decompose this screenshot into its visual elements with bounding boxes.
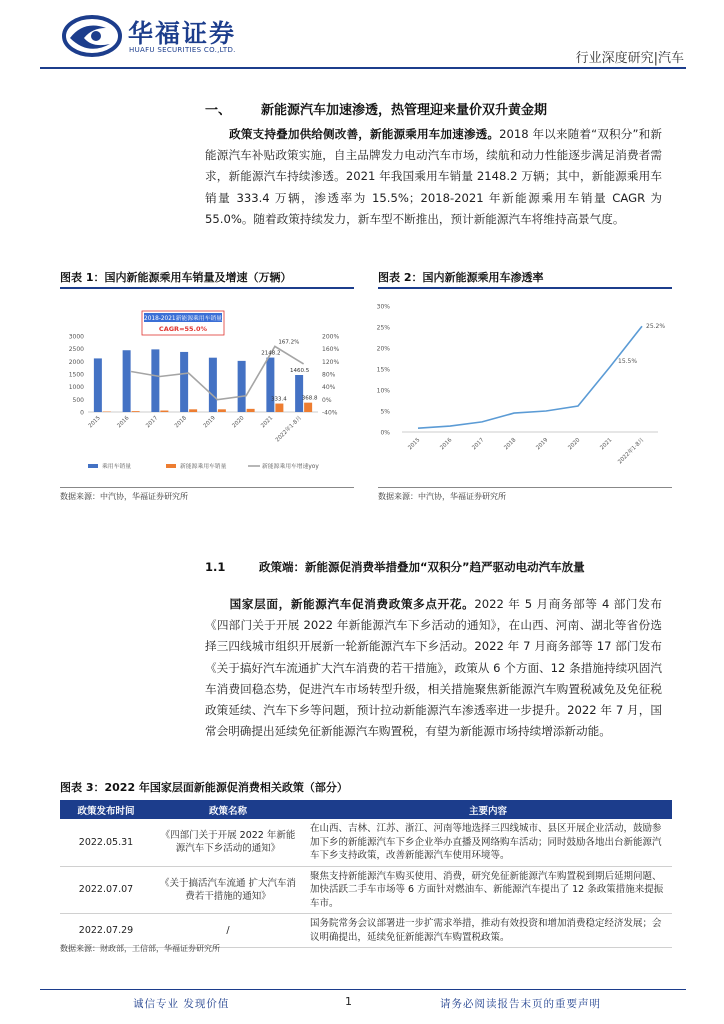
section-title: 新能源汽车加速渗透，热管理迎来量价双升黄金期: [261, 103, 548, 118]
table-cell-content: 在山西、吉林、江苏、浙江、河南等地选择三四线城市、县区开展企业活动，鼓励参加下乡的新能源汽车下乡企业举办直播及网络购车活动；同时鼓励各地出台新能源汽车下乡支持政策，改善新能源汽车使用环境等。: [304, 819, 672, 866]
data-label: 333.4: [271, 396, 287, 403]
figure3-title: 图表 3：2022 年国家层面新能源促消费相关政策（部分）: [60, 781, 348, 794]
bar-total: [151, 349, 159, 412]
table-header-name: 政策名称: [152, 800, 304, 819]
x-tick-label: 2017: [471, 437, 486, 452]
brand-name-cn: 华福证券: [128, 19, 237, 48]
bar-total: [238, 361, 246, 412]
table-cell-date: 2022.07.29: [60, 914, 152, 948]
legend-label: 新能源乘用车增速yoy: [262, 464, 319, 470]
x-tick-label: 2021: [599, 437, 614, 452]
bar-nev: [189, 409, 197, 412]
footer-rule: [40, 989, 686, 990]
policy-table: [60, 800, 672, 948]
series-line-penetration: [418, 326, 642, 428]
figure1-source: 数据来源：中汽协，华福证券研究所: [60, 492, 188, 501]
figure1-chart: [60, 296, 354, 482]
figure2-bottom-rule: [378, 487, 672, 488]
table-cell-name: /: [152, 914, 304, 948]
header-rule: [40, 67, 686, 69]
bar-nev: [160, 411, 168, 412]
y-tick-label: 5%: [380, 408, 390, 416]
y-tick-right: 120%: [322, 358, 340, 366]
section-heading: [205, 99, 547, 118]
page-header: [0, 0, 724, 70]
page-number: 1: [345, 995, 352, 1008]
bar-nev: [247, 409, 255, 412]
table-cell-name: 《关于搞活汽车流通 扩大汽车消费若干措施的通知》: [152, 866, 304, 914]
table-header-date: 政策发布时间: [60, 800, 152, 819]
subsection-heading: [205, 559, 585, 575]
x-tick-label: 2015: [407, 437, 422, 452]
subsection-number: 1.1: [205, 560, 226, 574]
y-tick-left: 2500: [68, 346, 84, 354]
huafu-logo-icon: [62, 14, 122, 58]
data-label: 2148.2: [261, 350, 281, 357]
figure2-source: 数据来源：中汽协，华福证券研究所: [378, 492, 506, 501]
section-paragraph: [205, 124, 662, 230]
bar-total: [295, 375, 303, 412]
figure2-chart: [368, 296, 672, 482]
y-tick-label: 25%: [376, 324, 390, 332]
x-tick-label: 2022年1-8月: [617, 437, 646, 466]
cagr-box-line2: CAGR=55.0%: [158, 325, 208, 333]
y-tick-right: 160%: [322, 346, 340, 354]
y-tick-left: 500: [72, 396, 84, 404]
y-tick-left: 2000: [68, 358, 84, 366]
figure1-rule: [60, 287, 354, 289]
table-header-row: [60, 800, 672, 819]
figure1-title: 图表 1：国内新能源乘用车销量及增速（万辆）: [60, 271, 292, 284]
bar-total: [180, 352, 188, 412]
section-number: 一、: [205, 103, 232, 118]
legend-swatch: [166, 464, 176, 468]
y-tick-right: 0%: [322, 396, 332, 404]
y-tick-label: 10%: [376, 387, 390, 395]
x-tick-label: 2019: [202, 415, 217, 430]
report-type: 行业深度研究|汽车: [575, 51, 684, 66]
data-label: 167.2%: [278, 339, 300, 346]
cagr-box-line1: 2018-2021新能源乘用车销量: [144, 316, 222, 322]
table-row: [60, 866, 672, 914]
y-tick-left: 0: [80, 409, 84, 417]
subsection-paragraph: [205, 594, 662, 742]
x-tick-label: 2020: [567, 437, 582, 452]
bar-nev: [275, 404, 283, 412]
x-tick-label: 2017: [145, 415, 160, 430]
paragraph-lead: 政策支持叠加供给侧改善，新能源乘用车加速渗透。: [229, 127, 500, 141]
y-tick-left: 1500: [68, 371, 84, 379]
x-tick-label: 2018: [503, 437, 518, 452]
bar-nev: [304, 403, 312, 412]
data-label: 15.5%: [618, 357, 638, 365]
data-label: 368.8: [301, 395, 318, 402]
legend-label: 新能源乘用车销量: [180, 464, 227, 470]
x-tick-label: 2022年1-8月: [274, 415, 304, 444]
x-tick-label: 2020: [231, 415, 246, 430]
table-row: [60, 819, 672, 866]
paragraph-lead: 国家层面，新能源汽车促消费政策多点开花。: [229, 597, 475, 611]
y-tick-right: 40%: [322, 384, 336, 392]
footer-disclaimer: 请务必阅读报告末页的重要声明: [440, 998, 601, 1010]
figure3-source: 数据来源：财政部，工信部，华福证券研究所: [60, 944, 220, 953]
figure2-title: 图表 2：国内新能源乘用车渗透率: [378, 271, 544, 284]
y-tick-left: 3000: [68, 333, 84, 341]
subsection-title: 政策端：新能源促消费举措叠加“双积分”趋严驱动电动汽车放量: [259, 560, 585, 574]
table-cell-date: 2022.05.31: [60, 819, 152, 866]
table-cell-content: 国务院常务会议部署进一步扩需求举措，推动有效投资和增加消费稳定经济发展；会议明确提出，延续免征新能源汽车购置税政策。: [304, 914, 672, 948]
x-tick-label: 2021: [260, 415, 275, 430]
legend-swatch: [88, 464, 98, 468]
y-tick-right: 80%: [322, 371, 336, 379]
bar-nev: [132, 411, 140, 412]
bar-total: [266, 358, 274, 412]
footer-slogan: 诚信专业 发现价值: [133, 998, 230, 1010]
x-tick-label: 2018: [173, 415, 189, 430]
x-tick-label: 2019: [535, 437, 550, 452]
data-label: 25.2%: [646, 323, 666, 331]
x-tick-label: 2016: [116, 415, 131, 430]
brand-name-en: HUAFU SECURITIES CO.,LTD.: [129, 46, 236, 54]
bar-total: [123, 350, 131, 412]
x-tick-label: 2016: [439, 437, 454, 452]
y-tick-label: 15%: [376, 366, 390, 374]
y-tick-left: 1000: [68, 384, 84, 392]
table-cell-date: 2022.07.07: [60, 866, 152, 914]
bar-total: [94, 358, 102, 412]
data-label: 1460.5: [290, 368, 310, 375]
figure1-bottom-rule: [60, 487, 354, 488]
paragraph-body: 2022 年 5 月商务部等 4 部门发布《四部门关于开展 2022 年新能源汽车下乡活动的通知》，在山西、河南、湖北等省份选择三四线城市组织开展新一轮新能源汽车下乡活动。2022 年 7 月商务部等 17 部门发布《关于搞好汽车流通扩大汽车消费的若干措施》，政策从 6 个方面、12 条措施持续巩固汽车消费回稳态势，促进汽车市场转型升级，相关措施聚焦新能源汽车购置税减免及免征税政策延续、汽车下乡等问题，预计拉动新能源汽车渗透率进一步提升。2022 年 7 月，国常会明确提出延续免征新能源汽车购置税，有望为新能源市场持续增添新动能。: [205, 597, 662, 739]
bar-total: [209, 358, 217, 412]
table-cell-name: 《四部门关于开展 2022 年新能源汽车下乡活动的通知》: [152, 819, 304, 866]
y-tick-right: 200%: [322, 333, 340, 341]
table-header-content: 主要内容: [304, 800, 672, 819]
y-tick-label: 30%: [376, 303, 390, 311]
paragraph-body: 2018 年以来随着“双积分”和新能源汽车补贴政策实施，自主品牌发力电动汽车市场，续航和动力性能逐步满足消费者需求，新能源汽车持续渗透。2021 年我国乘用车销量 2148.2 万辆；其中，新能源乘用车销量 333.4 万辆，渗透率为 15.5%；2018-2021 年新能源乘用车销量 CAGR 为 55.0%。随着政策持续发力，新车型不断推出，预计新能源汽车将维持高景气度。: [205, 127, 662, 226]
legend-label: 乘用车销量: [102, 464, 131, 470]
table-cell-content: 聚焦支持新能源汽车购买使用、消费，研究免征新能源汽车购置税到期后延期问题、加快活跃二手车市场等 6 方面针对燃油车、新能源汽车提出了 12 条政策措施来提振车市。: [304, 866, 672, 914]
y-tick-label: 0%: [380, 429, 390, 437]
figure2-rule: [378, 287, 672, 289]
bar-nev: [218, 409, 226, 412]
y-tick-label: 20%: [376, 345, 390, 353]
y-tick-right: -40%: [322, 409, 338, 417]
x-tick-label: 2015: [87, 415, 102, 430]
